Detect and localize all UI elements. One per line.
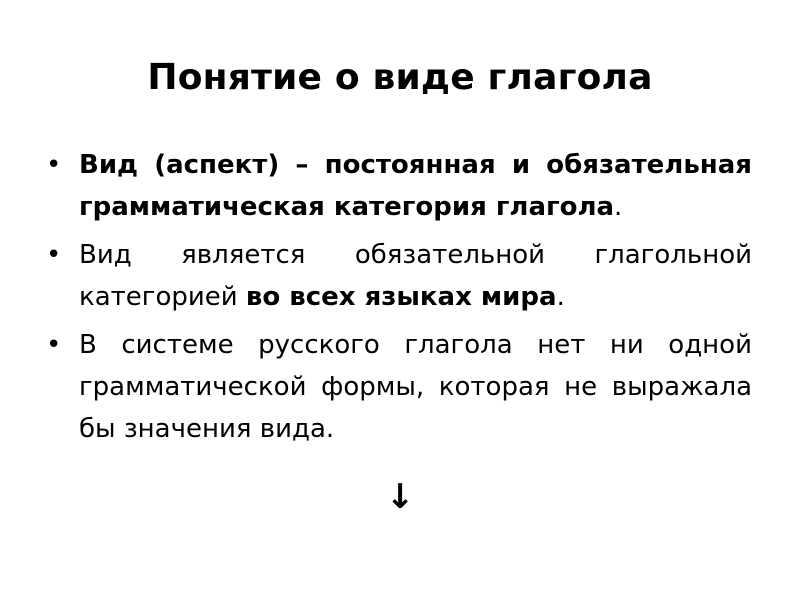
bullet-icon: • xyxy=(46,150,62,180)
bullet-list xyxy=(46,144,752,456)
bullet-item-russian-verb-system xyxy=(46,324,752,450)
bullet-text: Вид является обязательной глагольной категорией xyxy=(79,240,752,312)
arrow-down-icon: ↓ xyxy=(385,477,415,517)
bullet-icon: • xyxy=(46,330,62,360)
bullet-text-bold: во всех языках мира xyxy=(245,282,557,312)
bullet-text: . xyxy=(614,192,623,222)
bullet-text: В системе русского глагола нет ни одной грамматической формы, которая не выражала бы значения вида. xyxy=(79,330,752,444)
bullet-icon: • xyxy=(46,240,62,270)
bullet-text-bold: Вид (аспект) – постоянная и обязательная грамматическая категория глагола xyxy=(79,150,752,222)
bullet-item-aspect-definition xyxy=(46,144,752,228)
slide-title: Понятие о виде глагола xyxy=(147,57,653,98)
bullet-text: . xyxy=(556,282,565,312)
bullet-item-universal-category xyxy=(46,234,752,318)
